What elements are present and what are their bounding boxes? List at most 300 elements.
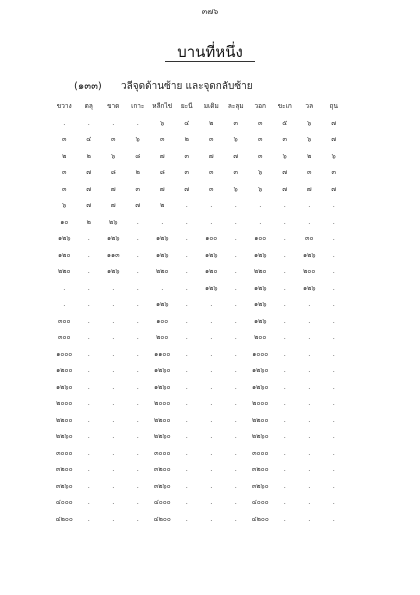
table-cell: . <box>234 283 237 292</box>
table-cell: . <box>234 448 237 457</box>
table-cell: . <box>210 349 213 358</box>
table-row <box>52 296 346 313</box>
table-cell: ๑๒๖ <box>253 316 267 325</box>
table-cell: . <box>87 498 90 507</box>
table-cell: . <box>210 366 213 375</box>
table-cell: . <box>136 481 139 490</box>
table-cell: . <box>332 349 335 358</box>
table-cell: . <box>63 300 66 309</box>
table-cell: ๓ <box>331 168 336 177</box>
table-cell: . <box>185 514 188 523</box>
table-cell: . <box>308 300 311 309</box>
table-row <box>52 494 346 511</box>
table-cell: . <box>112 481 115 490</box>
table-cell: . <box>308 399 311 408</box>
table-cell: . <box>283 250 286 259</box>
table-cell: . <box>308 316 311 325</box>
table-row <box>52 478 346 495</box>
table-cell: . <box>185 333 188 342</box>
table-cell: . <box>332 498 335 507</box>
table-cell: ๑๒๖ <box>253 250 267 259</box>
table-row <box>52 214 346 231</box>
table-cell: . <box>332 250 335 259</box>
table-cell: . <box>234 267 237 276</box>
table-cell: ๖ <box>160 118 165 127</box>
table-cell: ๒ <box>160 201 165 210</box>
table-cell: ๔ <box>86 135 92 144</box>
table-cell: . <box>185 349 188 358</box>
table-cell: . <box>87 432 90 441</box>
page-title: บานที่หนึ่ง <box>177 43 243 61</box>
table-cell: . <box>283 267 286 276</box>
table-cell: ๒ <box>184 135 189 144</box>
section-heading <box>74 79 253 94</box>
table-cell: ๖ <box>331 151 336 160</box>
table-cell: . <box>136 250 139 259</box>
table-cell: ๑๒๖๐ <box>251 382 269 391</box>
table-cell: . <box>136 448 139 457</box>
table-cell: . <box>234 201 237 210</box>
table-cell: . <box>210 514 213 523</box>
table-row <box>52 428 346 445</box>
table-cell: ๒ <box>86 151 91 160</box>
table-cell: ๒๒๐๐ <box>251 415 269 424</box>
table-cell: ๑๐๐ <box>254 234 267 243</box>
table-cell: . <box>308 498 311 507</box>
table-cell: . <box>87 267 90 276</box>
table-cell: ๓ <box>111 135 116 144</box>
table-cell: . <box>210 300 213 309</box>
table-cell: . <box>283 498 286 507</box>
table-row <box>52 395 346 412</box>
table-cell: . <box>87 300 90 309</box>
column-header: ละลุม <box>227 102 244 111</box>
table-cell: . <box>112 283 115 292</box>
table-cell: . <box>283 514 286 523</box>
table-cell: ๕ <box>282 118 288 127</box>
table-cell: . <box>185 498 188 507</box>
table-cell: ๗ <box>110 201 116 210</box>
table-cell: . <box>332 267 335 276</box>
table-cell: . <box>332 333 335 342</box>
table-cell: . <box>87 514 90 523</box>
table-cell: ๗ <box>86 201 92 210</box>
table-cell: . <box>112 399 115 408</box>
table-cell: . <box>185 382 188 391</box>
table-cell: ๓๒๖๐ <box>251 481 269 490</box>
table-cell: . <box>87 415 90 424</box>
table-cell: ๑๐๐๐ <box>252 349 269 358</box>
table-cell: . <box>332 448 335 457</box>
table-cell: ๓๒๖๐ <box>153 481 171 490</box>
table-cell: ๓ <box>184 168 189 177</box>
table-cell: . <box>112 448 115 457</box>
column-header: หลีกไข่ <box>152 102 173 111</box>
table-cell: . <box>283 399 286 408</box>
table-cell: ๖ <box>62 201 67 210</box>
table-cell: ๑๐๐ <box>205 234 218 243</box>
table-cell: ๓ <box>258 118 263 127</box>
table-cell: ๑๒๖ <box>204 250 218 259</box>
table-cell: . <box>308 366 311 375</box>
table-cell: ๔๐๐๐ <box>153 498 171 507</box>
table-cell: ๗ <box>331 118 337 127</box>
table-cell: . <box>210 333 213 342</box>
table-cell: . <box>283 382 286 391</box>
table-cell: ๒ <box>209 118 214 127</box>
table-cell: ๗ <box>208 151 214 160</box>
table-cell: . <box>332 382 335 391</box>
table-row <box>52 230 346 247</box>
table-cell: . <box>308 217 311 226</box>
table-cell: ๒๐๐๐ <box>56 399 73 408</box>
table-cell: ๓๐ <box>305 234 314 243</box>
table-cell: . <box>234 234 237 243</box>
table-cell: . <box>210 399 213 408</box>
table-cell: ๗ <box>282 184 288 193</box>
table-cell: . <box>283 432 286 441</box>
table-cell: . <box>332 415 335 424</box>
table-cell: ๓๒๐๐ <box>251 465 269 474</box>
table-row <box>52 280 346 297</box>
table-cell: ๓ <box>184 151 189 160</box>
table-cell: ๗ <box>159 184 165 193</box>
table-cell: ๑๒๖ <box>253 283 267 292</box>
table-cell: . <box>185 481 188 490</box>
table-cell: . <box>87 333 90 342</box>
table-cell: . <box>112 366 115 375</box>
table-cell: . <box>185 399 188 408</box>
table-cell: ๑๒๐ <box>58 250 71 259</box>
table-cell: ๒๒๖๐ <box>251 432 269 441</box>
table-row <box>52 461 346 478</box>
table-cell: . <box>283 366 286 375</box>
table-cell: . <box>234 399 237 408</box>
section-number: (๑๓๓) <box>74 81 102 92</box>
table-cell: ๓ <box>233 168 238 177</box>
table-cell: . <box>234 481 237 490</box>
table-cell: . <box>308 415 311 424</box>
table-cell: ๖ <box>233 184 238 193</box>
table-cell: . <box>112 514 115 523</box>
table-cell: ๓ <box>258 135 263 144</box>
table-cell: . <box>332 234 335 243</box>
table-cell: . <box>87 349 90 358</box>
table-cell: . <box>234 349 237 358</box>
table-cell: ๓๐๐ <box>58 316 71 325</box>
table-cell: ๓๐๐๐ <box>56 448 73 457</box>
table-cell: . <box>283 283 286 292</box>
table-cell: ๑๒๐๐ <box>56 366 73 375</box>
table-cell: . <box>283 300 286 309</box>
table-row <box>52 329 346 346</box>
table-cell: . <box>185 448 188 457</box>
table-cell: . <box>185 366 188 375</box>
table-cell: . <box>283 333 286 342</box>
table-cell: . <box>234 432 237 441</box>
table-cell: . <box>234 300 237 309</box>
table-cell: ๒ <box>135 168 140 177</box>
table-cell: ๔๐๐๐ <box>251 498 269 507</box>
table-cell: . <box>136 267 139 276</box>
table-cell: ๒๐๐ <box>303 267 316 276</box>
table-cell: ๗ <box>331 135 337 144</box>
table-cell: . <box>112 498 115 507</box>
table-cell: . <box>283 217 286 226</box>
table-cell: . <box>112 382 115 391</box>
table-cell: . <box>185 267 188 276</box>
table-cell: . <box>283 481 286 490</box>
table-cell: ๗ <box>306 184 312 193</box>
table-cell: . <box>136 498 139 507</box>
table-cell: ๒ <box>86 217 91 226</box>
table-cell: . <box>63 283 66 292</box>
table-cell: . <box>136 333 139 342</box>
table-cell: . <box>210 415 213 424</box>
table-cell: . <box>185 300 188 309</box>
table-row <box>52 197 346 214</box>
table-cell: . <box>332 432 335 441</box>
table-cell: . <box>308 481 311 490</box>
table-cell: . <box>136 514 139 523</box>
column-header: วอก <box>254 102 266 111</box>
table-cell: . <box>283 201 286 210</box>
table-row <box>52 511 346 528</box>
table-cell: . <box>259 201 262 210</box>
table-cell: . <box>308 382 311 391</box>
table-cell: ๘ <box>159 168 165 177</box>
table-cell: . <box>136 382 139 391</box>
table-cell: . <box>136 217 139 226</box>
column-header: ขวาง <box>56 102 72 111</box>
table-cell: ๔๐๐๐ <box>55 498 73 507</box>
table-cell: . <box>210 432 213 441</box>
table-cell: . <box>308 349 311 358</box>
table-cell: . <box>234 498 237 507</box>
table-cell: ๓๐๐ <box>58 333 71 342</box>
table-cell: . <box>234 217 237 226</box>
table-row <box>52 148 346 165</box>
table-cell: . <box>185 316 188 325</box>
table-cell: ๑๒๖๐ <box>251 366 269 375</box>
table-cell: ๖ <box>307 135 312 144</box>
table-cell: ๑๐๐๐ <box>56 349 73 358</box>
table-cell: ๑๒๖๐ <box>55 382 73 391</box>
table-cell: . <box>161 283 164 292</box>
table-cell: . <box>234 382 237 391</box>
table-cell: ๒๐๐๐ <box>154 399 171 408</box>
table-cell: . <box>283 465 286 474</box>
table-cell: . <box>234 465 237 474</box>
table-cell: . <box>136 415 139 424</box>
table-row <box>52 379 346 396</box>
table-cell: ๒๒๖๐ <box>55 432 73 441</box>
page-number: ๓๗๖ <box>201 7 219 16</box>
table-row <box>52 445 346 462</box>
table-cell: ๓ <box>209 184 214 193</box>
table-cell: ๑๒๖ <box>204 283 218 292</box>
table-cell: ๑๒๐ <box>205 267 218 276</box>
table-cell: . <box>332 514 335 523</box>
table-cell: ๑๒๖ <box>302 283 316 292</box>
table-cell: ๒๒๐ <box>253 267 267 276</box>
table-cell: ๒๒๐ <box>57 267 71 276</box>
table-cell: ๑๒๖๐ <box>153 382 171 391</box>
table-cell: ๗ <box>233 151 239 160</box>
table-cell: . <box>112 415 115 424</box>
table-cell: . <box>112 333 115 342</box>
column-header: เกาะ <box>131 102 145 111</box>
column-header: ขาด <box>107 102 120 111</box>
table-cell: ๑๒๖๐ <box>153 366 171 375</box>
table-cell: . <box>185 415 188 424</box>
table-cell: . <box>308 432 311 441</box>
table-cell: ๗ <box>184 184 190 193</box>
table-cell: ๗ <box>331 184 337 193</box>
table-cell: ๑๒๖ <box>253 300 267 309</box>
table-cell: ๖ <box>111 151 116 160</box>
table-cell: . <box>136 118 139 127</box>
table-cell: . <box>136 366 139 375</box>
table-cell: . <box>210 498 213 507</box>
table-cell: ๖ <box>282 151 287 160</box>
table-cell: ๑๒๖ <box>57 234 71 243</box>
table-cell: ๓ <box>258 151 263 160</box>
table-cell: ๓ <box>307 168 312 177</box>
table-cell: . <box>87 250 90 259</box>
table-cell: . <box>234 333 237 342</box>
table-cell: ๗ <box>110 184 116 193</box>
table-cell: ๑๒๖ <box>106 267 120 276</box>
table-header-row <box>52 98 346 115</box>
table-cell: ๒๒๖๐ <box>153 432 171 441</box>
table-cell: . <box>234 514 237 523</box>
numeral-table <box>52 98 346 527</box>
table-row <box>52 164 346 181</box>
table-cell: . <box>332 201 335 210</box>
table-cell: ๓๒๐๐ <box>153 465 171 474</box>
table-cell: . <box>210 481 213 490</box>
table-cell: . <box>63 118 66 127</box>
table-cell: . <box>332 465 335 474</box>
table-cell: ๘ <box>135 151 141 160</box>
table-row <box>52 263 346 280</box>
table-cell: ๒๐๐ <box>254 333 267 342</box>
table-cell: . <box>283 234 286 243</box>
table-cell: . <box>185 250 188 259</box>
table-cell: . <box>259 217 262 226</box>
table-cell: ๓ <box>209 168 214 177</box>
table-cell: . <box>87 118 90 127</box>
table-cell: . <box>185 432 188 441</box>
table-cell: ๒ <box>307 151 312 160</box>
table-cell: . <box>136 234 139 243</box>
table-cell: ๒๐๐ <box>156 333 169 342</box>
table-cell: . <box>87 399 90 408</box>
table-cell: ๑๐ <box>60 217 69 226</box>
table-cell: . <box>332 283 335 292</box>
table-cell: . <box>87 234 90 243</box>
table-cell: . <box>112 316 115 325</box>
table-cell: . <box>87 366 90 375</box>
column-header: ถุน <box>329 102 338 111</box>
table-cell: . <box>332 481 335 490</box>
table-cell: . <box>308 514 311 523</box>
table-cell: ๒๖ <box>109 217 118 226</box>
table-cell: ๑๒๖ <box>155 250 169 259</box>
table-cell: ๓ <box>209 135 214 144</box>
table-cell: . <box>234 316 237 325</box>
table-cell: . <box>136 349 139 358</box>
table-cell: ๓ <box>135 184 140 193</box>
table-cell: ๓ <box>282 135 287 144</box>
table-row <box>52 313 346 330</box>
table-row <box>52 346 346 363</box>
table-cell: ๔๒๐๐ <box>55 514 73 523</box>
table-cell: . <box>308 333 311 342</box>
table-cell: ๑๑๐๐ <box>154 349 171 358</box>
section-title: วลีจุดด้านซ้าย และจุดกลับซ้าย <box>121 81 253 92</box>
table-cell: . <box>112 118 115 127</box>
table-cell: . <box>234 250 237 259</box>
table-cell: ๓ <box>62 184 67 193</box>
table-cell: . <box>332 399 335 408</box>
table-cell: . <box>185 234 188 243</box>
table-cell: ๓ <box>233 118 238 127</box>
table-cell: . <box>210 448 213 457</box>
table-cell: ๖ <box>233 135 238 144</box>
table-cell: ๓ <box>62 168 67 177</box>
table-cell: ๖ <box>135 135 140 144</box>
table-cell: . <box>185 217 188 226</box>
table-cell: . <box>87 382 90 391</box>
table-cell: . <box>112 300 115 309</box>
table-cell: . <box>87 283 90 292</box>
table-cell: ๑๐๐ <box>156 316 169 325</box>
table-cell: . <box>136 283 139 292</box>
table-cell: . <box>210 201 213 210</box>
table-cell: ๒ <box>62 151 67 160</box>
table-cell: ๗ <box>135 201 141 210</box>
table-cell: . <box>332 316 335 325</box>
table-cell: . <box>283 349 286 358</box>
table-cell: . <box>136 432 139 441</box>
table-row <box>52 131 346 148</box>
table-cell: ๔๒๐๐ <box>153 514 171 523</box>
table-cell: ๒๐๐๐ <box>252 399 269 408</box>
table-row <box>52 362 346 379</box>
table-cell: . <box>234 366 237 375</box>
table-cell: ๓๒๖๐ <box>55 481 73 490</box>
table-cell: ๗ <box>282 168 288 177</box>
table-cell: ๓๒๐๐ <box>55 465 73 474</box>
table-cell: . <box>332 300 335 309</box>
table-cell: ๑๒๖ <box>302 250 316 259</box>
column-header: ตลุ <box>84 102 93 111</box>
table-cell: . <box>283 316 286 325</box>
table-cell: . <box>210 382 213 391</box>
table-cell: . <box>87 465 90 474</box>
table-cell: ๗ <box>159 151 165 160</box>
table-cell: ๒๒๐๐ <box>153 415 171 424</box>
table-cell: ๓ <box>62 135 67 144</box>
column-header: วล <box>305 102 314 111</box>
table-cell: . <box>332 366 335 375</box>
table-cell: ๗ <box>86 168 92 177</box>
table-row <box>52 181 346 198</box>
title-underline <box>165 61 255 62</box>
table-cell: ๓๐๐๐ <box>154 448 171 457</box>
